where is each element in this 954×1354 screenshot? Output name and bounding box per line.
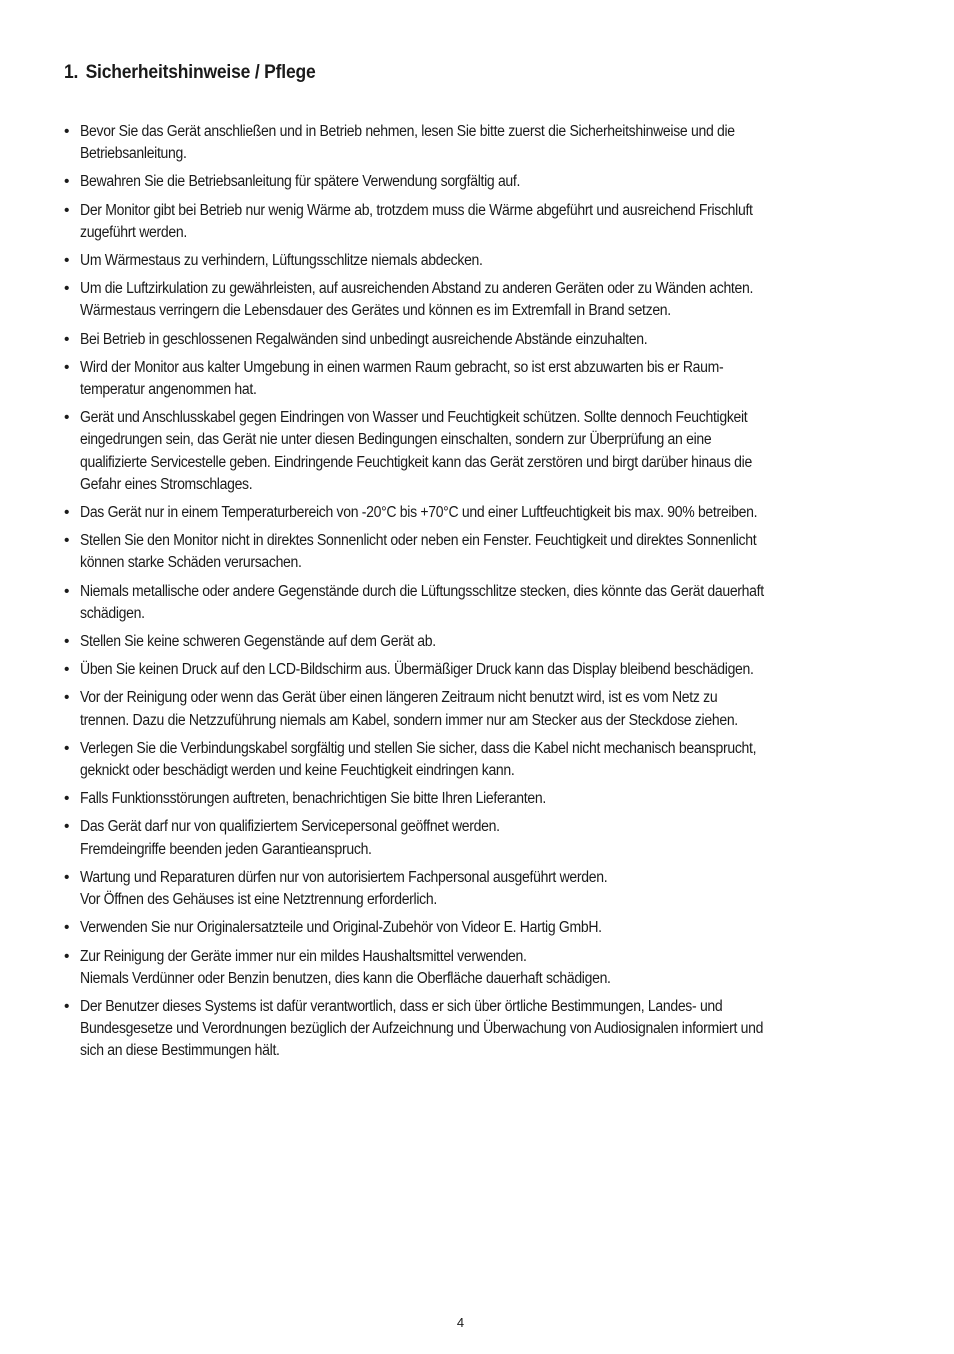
list-item — [64, 121, 872, 165]
list-item — [64, 816, 872, 860]
list-item — [64, 502, 872, 524]
bullet-icon: • — [64, 504, 70, 522]
bullet-icon: • — [64, 661, 70, 679]
list-item-text: Der Benutzer dieses Systems ist dafür verantwortlich, dass er sich über örtliche Bestimmungen, Landes- und Bundesgesetze und Verordnungen bezüglich der Aufzeichnung und Überwachung von Audiosignalen informiert und sich an diese Bestimmungen hält. — [80, 997, 764, 1060]
bullet-icon: • — [64, 739, 70, 757]
page-number: 4 — [456, 1315, 465, 1330]
bullet-icon: • — [64, 919, 70, 937]
bullet-icon: • — [64, 582, 70, 600]
section-number: 1. — [64, 62, 79, 83]
list-item — [64, 631, 872, 653]
list-item-text: Das Gerät darf nur von qualifiziertem Servicepersonal geöffnet werden. Fremdeingriffe beenden jeden Garantieanspruch. — [80, 818, 500, 858]
list-item — [64, 530, 872, 574]
list-item — [64, 917, 872, 939]
safety-notes-list — [64, 121, 872, 1069]
list-item-text: Verwenden Sie nur Originalersatzteile und Original-Zubehör von Videor E. Hartig GmbH. — [80, 919, 602, 937]
bullet-icon: • — [64, 868, 70, 886]
list-item-text: Stellen Sie keine schweren Gegenstände auf dem Gerät ab. — [80, 633, 436, 651]
bullet-icon: • — [64, 330, 70, 348]
list-item-text: Stellen Sie den Monitor nicht in direktes Sonnenlicht oder neben ein Fenster. Feuchtigkeit und direktes Sonnenlicht können starke Schäden verursachen. — [80, 532, 757, 572]
list-item-text: Vor der Reinigung oder wenn das Gerät über einen längeren Zeitraum nicht benutzt wird, ist es vom Netz zu trennen. Dazu die Netzzuführung niemals am Kabel, sondern immer nur am Stecker aus der Steckdose ziehen. — [80, 689, 738, 729]
list-item — [64, 738, 872, 782]
list-item — [64, 659, 872, 681]
list-item-text: Zur Reinigung der Geräte immer nur ein mildes Haushaltsmittel verwenden. Niemals Verdünner oder Benzin benutzen, dies kann die Oberfläche dauerhaft schädigen. — [80, 947, 611, 987]
list-item-text: Wartung und Reparaturen dürfen nur von autorisiertem Fachpersonal ausgeführt werden. Vor Öffnen des Gehäuses ist eine Netztrennung erforderlich. — [80, 868, 608, 909]
list-item — [64, 329, 872, 351]
section-heading — [64, 62, 316, 84]
list-item-text: Gerät und Anschlusskabel gegen Eindringen von Wasser und Feuchtigkeit schützen. Sollte dennoch Feuchtigkeit eingedrungen sein, das Gerät nie unter diesen Bedingungen einschalten, sondern zur Überprüfung an eine qualifizierte Servicestelle geben. Eindringende Feuchtigkeit kann das Gerät zerstören und birgt darüber hinaus die Gefahr eines Stromschlages. — [80, 409, 752, 493]
list-item-text: Der Monitor gibt bei Betrieb nur wenig Wärme ab, trotzdem muss die Wärme abgeführt und ausreichend Frischluft zugeführt werden. — [80, 201, 753, 241]
list-item — [64, 407, 872, 496]
list-item-text: Verlegen Sie die Verbindungskabel sorgfältig und stellen Sie sicher, dass die Kabel nicht mechanisch beansprucht, geknickt oder beschädigt werden und keine Feuchtigkeit eindringen kann. — [80, 739, 757, 780]
section-title: Sicherheitshinweise / Pflege — [85, 62, 316, 83]
bullet-icon: • — [64, 997, 70, 1015]
list-item-text: Bewahren Sie die Betriebsanleitung für spätere Verwendung sorgfältig auf. — [80, 173, 521, 191]
list-item — [64, 581, 872, 625]
list-item — [64, 200, 872, 244]
bullet-icon: • — [64, 790, 70, 808]
bullet-icon: • — [64, 689, 70, 707]
list-item — [64, 687, 872, 731]
list-item-text: Bevor Sie das Gerät anschließen und in Betrieb nehmen, lesen Sie bitte zuerst die Sicherheitshinweise und die Betriebsanleitung. — [80, 123, 735, 163]
list-item — [64, 250, 872, 272]
bullet-icon: • — [64, 358, 70, 376]
list-item-text: Falls Funktionsstörungen auftreten, benachrichtigen Sie bitte Ihren Lieferanten. — [80, 790, 546, 808]
list-item — [64, 867, 872, 911]
list-item-text: Üben Sie keinen Druck auf den LCD-Bildschirm aus. Übermäßiger Druck kann das Display bleibend beschädigen. — [80, 661, 754, 679]
list-item — [64, 788, 872, 810]
list-item-text: Das Gerät nur in einem Temperaturbereich von -20°C bis +70°C und einer Luftfeuchtigkeit bis max. 90% betreiben. — [80, 504, 758, 522]
bullet-icon: • — [64, 409, 70, 427]
bullet-icon: • — [64, 633, 70, 651]
bullet-icon: • — [64, 201, 70, 219]
bullet-icon: • — [64, 947, 70, 965]
bullet-icon: • — [64, 818, 70, 836]
bullet-icon: • — [64, 280, 70, 298]
bullet-icon: • — [64, 123, 70, 140]
list-item-text: Um Wärmestaus zu verhindern, Lüftungsschlitze niemals abdecken. — [80, 252, 483, 270]
list-item — [64, 278, 872, 322]
list-item — [64, 357, 872, 401]
list-item — [64, 946, 872, 990]
list-item-text: Um die Luftzirkulation zu gewährleisten, auf ausreichenden Abstand zu anderen Geräten oder zu Wänden achten. Wärmestaus verringern die Lebensdauer des Gerätes und können es im Extremfall in Brand setzen. — [80, 280, 754, 320]
list-item-text: Bei Betrieb in geschlossenen Regalwänden sind unbedingt ausreichende Abstände einzuhalten. — [80, 330, 648, 348]
bullet-icon: • — [64, 173, 70, 191]
list-item — [64, 171, 872, 193]
bullet-icon: • — [64, 252, 70, 270]
bullet-icon: • — [64, 532, 70, 550]
list-item-text: Wird der Monitor aus kalter Umgebung in einen warmen Raum gebracht, so ist erst abzuwarten bis er Raum- temperatur angenommen hat. — [80, 358, 724, 399]
list-item — [64, 996, 872, 1063]
list-item-text: Niemals metallische oder andere Gegenstände durch die Lüftungsschlitze stecken, dies könnte das Gerät dauerhaft schädigen. — [80, 582, 764, 622]
